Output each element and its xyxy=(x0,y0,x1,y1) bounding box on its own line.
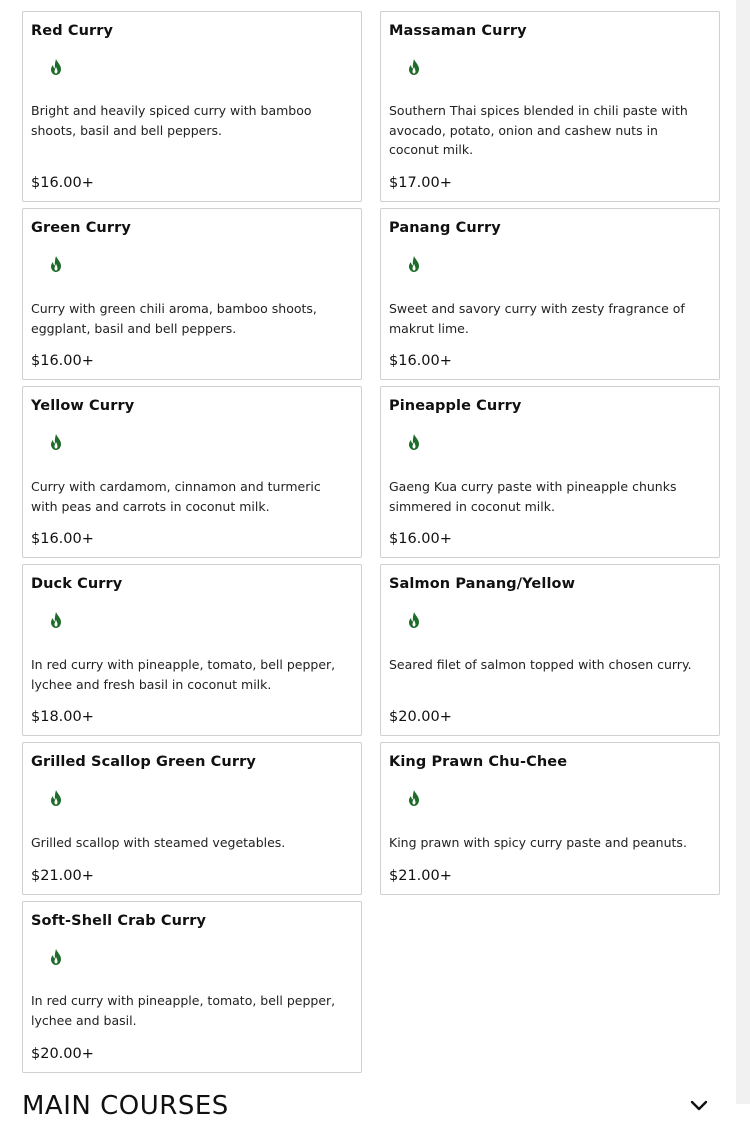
flame-icon xyxy=(408,612,420,628)
flame-icon xyxy=(408,790,420,806)
flame-icon xyxy=(408,59,420,75)
menu-item-card[interactable] xyxy=(380,208,720,380)
menu-item-price: $17.00+ xyxy=(389,175,452,191)
menu-item-description: Sweet and savory curry with zesty fragrance of makrut lime. xyxy=(389,301,685,336)
menu-item-card[interactable] xyxy=(380,742,720,895)
menu-item-description: Seared filet of salmon topped with chosen curry. xyxy=(389,657,692,672)
menu-item-description: Curry with cardamom, cinnamon and turmeric with peas and carrots in coconut milk. xyxy=(31,479,321,514)
menu-item-description: King prawn with spicy curry paste and peanuts. xyxy=(389,835,687,850)
flame-icon xyxy=(50,790,62,806)
menu-item-card[interactable] xyxy=(22,742,362,895)
menu-item-price: $20.00+ xyxy=(31,1046,94,1062)
menu-item-price: $21.00+ xyxy=(31,868,94,884)
menu-item-name: Yellow Curry xyxy=(31,398,135,414)
menu-item-name: Pineapple Curry xyxy=(389,398,522,414)
flame-icon xyxy=(50,256,62,272)
menu-item-price: $16.00+ xyxy=(389,531,452,547)
menu-item-name: King Prawn Chu-Chee xyxy=(389,754,568,770)
menu-item-card[interactable] xyxy=(22,386,362,558)
menu-item-name: Duck Curry xyxy=(31,576,123,592)
menu-item-price: $16.00+ xyxy=(31,531,94,547)
menu-item-price: $20.00+ xyxy=(389,709,452,725)
menu-item-description: Southern Thai spices blended in chili paste with avocado, potato, onion and cashew nuts in coconut milk. xyxy=(389,103,688,157)
menu-item-description: In red curry with pineapple, tomato, bell pepper, lychee and basil. xyxy=(31,993,336,1028)
menu-item-card[interactable] xyxy=(380,386,720,558)
menu-item-card[interactable] xyxy=(380,564,720,736)
scrollbar[interactable] xyxy=(736,0,750,1104)
menu-item-card[interactable] xyxy=(380,11,720,202)
menu-item-card[interactable] xyxy=(22,901,362,1073)
menu-item-name: Green Curry xyxy=(31,220,131,236)
section-title-main-courses[interactable]: MAIN COURSES xyxy=(22,1091,229,1121)
menu-item-name: Red Curry xyxy=(31,23,114,39)
menu-item-price: $16.00+ xyxy=(389,353,452,369)
menu-item-price: $16.00+ xyxy=(31,353,94,369)
menu-item-name: Soft-Shell Crab Curry xyxy=(31,913,207,929)
chevron-down-icon[interactable] xyxy=(688,1094,710,1116)
menu-item-price: $16.00+ xyxy=(31,175,94,191)
flame-icon xyxy=(50,434,62,450)
menu-item-name: Grilled Scallop Green Curry xyxy=(31,754,256,770)
menu-item-description: Grilled scallop with steamed vegetables. xyxy=(31,835,286,850)
menu-item-card[interactable] xyxy=(22,11,362,202)
flame-icon xyxy=(408,256,420,272)
menu-item-description: In red curry with pineapple, tomato, bell pepper, lychee and fresh basil in coconut milk. xyxy=(31,657,336,692)
menu-item-description: Curry with green chili aroma, bamboo shoots, eggplant, basil and bell peppers. xyxy=(31,301,317,336)
menu-item-card[interactable] xyxy=(22,564,362,736)
flame-icon xyxy=(50,612,62,628)
menu-item-description: Bright and heavily spiced curry with bamboo shoots, basil and bell peppers. xyxy=(31,103,312,138)
menu-item-description: Gaeng Kua curry paste with pineapple chunks simmered in coconut milk. xyxy=(389,479,677,514)
flame-icon xyxy=(50,949,62,965)
menu-item-name: Massaman Curry xyxy=(389,23,527,39)
menu-item-price: $21.00+ xyxy=(389,868,452,884)
menu-item-name: Salmon Panang/Yellow xyxy=(389,576,576,592)
flame-icon xyxy=(408,434,420,450)
menu-item-price: $18.00+ xyxy=(31,709,94,725)
flame-icon xyxy=(50,59,62,75)
menu-item-name: Panang Curry xyxy=(389,220,501,236)
menu-item-card[interactable] xyxy=(22,208,362,380)
